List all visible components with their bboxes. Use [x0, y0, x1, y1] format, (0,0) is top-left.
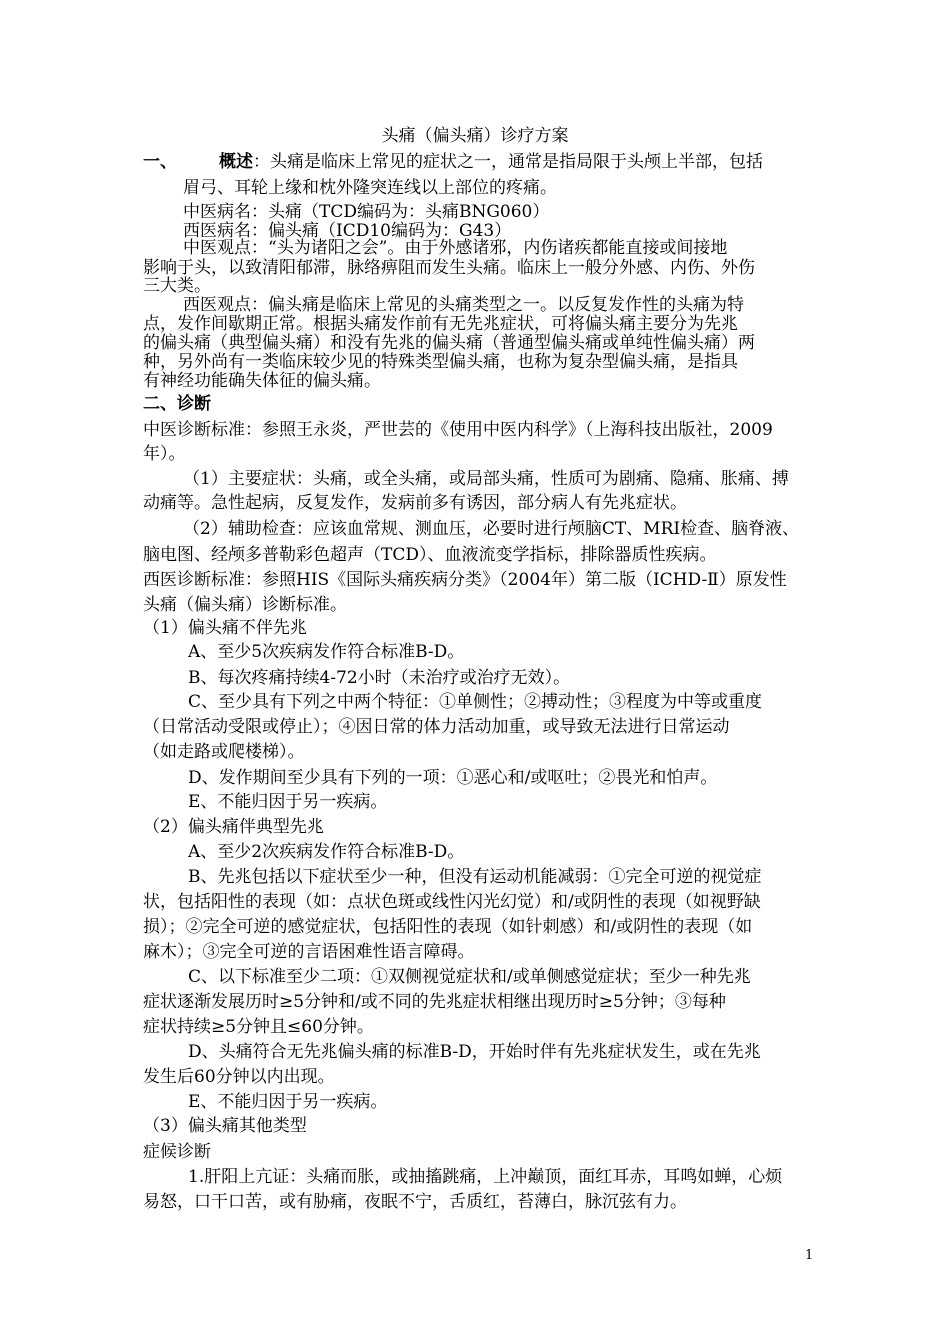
aux-exam-line: 脑电图、经颅多普勒彩色超声（TCD）、血液流变学指标，排除器质性疾病。 [143, 545, 717, 565]
main-symptoms-line: 动痛等。急性起病，反复发作，发病前多有诱因，部分病人有先兆症状。 [143, 493, 687, 513]
wm-view-line: 有神经功能确失体征的偏头痛。 [143, 371, 381, 391]
wm-disease-name: 西医病名：偏头痛（ICD10编码为：G43） [183, 221, 512, 241]
tcm-standard-line: 年）。 [143, 444, 186, 464]
sub1-criterion-d: D、发作期间至少具有下列的一项：①恶心和/或呕吐；②畏光和怕声。 [188, 768, 718, 788]
wm-view-line: 的偏头痛（典型偏头痛）和没有先兆的偏头痛（普通型偏头痛或单纯性偏头痛）两 [143, 333, 755, 353]
page-number: 1 [805, 1248, 814, 1263]
sub2-criterion-d-line: 发生后60分钟以内出现。 [143, 1067, 335, 1087]
sub1-criterion-c-line: （日常活动受限或停止）；④因日常的体力活动加重，或导致无法进行日常运动 [143, 717, 730, 737]
wm-view-line: 种，另外尚有一类临床较少见的特殊类型偏头痛，也称为复杂型偏头痛，是指具 [143, 352, 738, 372]
section1-number: 一、 [143, 152, 177, 172]
section1-text-line1: ：头痛是临床上常见的症状之一，通常是指局限于头颅上半部，包括 [253, 152, 763, 172]
sub1-criterion-b: B、每次疼痛持续4-72小时（未治疗或治疗无效）。 [188, 668, 571, 688]
syndrome-item-line: 易怒，口干口苦，或有胁痛，夜眠不宁，舌质红，苔薄白，脉沉弦有力。 [143, 1192, 687, 1212]
sub2-criterion-c-line: 症状逐渐发展历时≥5分钟和/或不同的先兆症状相继出现历时≥5分钟；③每种 [143, 992, 726, 1012]
section1-text-line2: 眉弓、耳轮上缘和枕外隆突连线以上部位的疼痛。 [183, 178, 557, 198]
tcm-view-line: 影响于头，以致清阳郁滞，脉络痹阻而发生头痛。临床上一般分外感、内伤、外伤 [143, 258, 755, 278]
sub2-criterion-b-line: 状，包括阳性的表现（如：点状色斑或线性闪光幻觉）和/或阴性的表现（如视野缺 [143, 892, 761, 912]
section2-heading: 二、诊断 [143, 394, 211, 414]
sub2-criterion-e: E、不能归因于另一疾病。 [188, 1092, 388, 1112]
sub3-heading: （3）偏头痛其他类型 [143, 1116, 307, 1136]
sub2-criterion-b-line: 损）；②完全可逆的感觉症状，包括阳性的表现（如针刺感）和/或阴性的表现（如 [143, 917, 753, 937]
sub2-criterion-c-line: 症状持续≥5分钟且≤60分钟。 [143, 1017, 374, 1037]
wm-view-line: 点，发作间歇期正常。根据头痛发作前有无先兆症状，可将偏头痛主要分为先兆 [143, 314, 738, 334]
aux-exam-line: （2）辅助检查：应该血常规、测血压，必要时进行颅脑CT、MRI检查、脑脊液、 [183, 519, 800, 539]
main-symptoms-line: （1）主要症状：头痛，或全头痛，或局部头痛，性质可为剧痛、隐痛、胀痛、搏 [183, 469, 789, 489]
sub1-criterion-c-line: （如走路或爬楼梯）。 [143, 742, 305, 762]
section1-heading: 概述 [219, 152, 253, 172]
sub2-criterion-a: A、至少2次疾病发作符合标准B-D。 [188, 842, 465, 862]
syndrome-item-line: 1.肝阳上亢证：头痛而胀，或抽搐跳痛，上冲巅顶，面红耳赤，耳鸣如蝉，心烦 [188, 1167, 783, 1187]
document-title: 头痛（偏头痛）诊疗方案 [381, 126, 569, 146]
sub1-criterion-c-line: C、至少具有下列之中两个特征：①单侧性；②搏动性；③程度为中等或重度 [188, 692, 763, 712]
sub1-criterion-e: E、不能归因于另一疾病。 [188, 792, 388, 812]
sub1-heading: （1）偏头痛不伴先兆 [143, 618, 307, 638]
sub2-criterion-d-line: D、头痛符合无先兆偏头痛的标准B-D，开始时伴有先兆症状发生，或在先兆 [188, 1042, 761, 1062]
sub1-criterion-a: A、至少5次疾病发作符合标准B-D。 [188, 642, 465, 662]
wm-view-line: 西医观点：偏头痛是临床上常见的头痛类型之一。以反复发作性的头痛为特 [183, 295, 744, 315]
tcm-disease-name: 中医病名：头痛（TCD编码为：头痛BNG060） [183, 202, 550, 222]
sub2-criterion-c-line: C、以下标准至少二项：①双侧视觉症状和/或单侧感觉症状；至少一种先兆 [188, 967, 751, 987]
tcm-view-line: 三大类。 [143, 276, 211, 296]
sub2-heading: （2）偏头痛伴典型先兆 [143, 817, 324, 837]
tcm-standard-line: 中医诊断标准：参照王永炎，严世芸的《使用中医内科学》（上海科技出版社，2009 [143, 420, 773, 440]
sub2-criterion-b-line: B、先兆包括以下症状至少一种，但没有运动机能减弱：①完全可逆的视觉症 [188, 867, 762, 887]
syndrome-heading: 症候诊断 [143, 1142, 211, 1162]
wm-standard-line: 头痛（偏头痛）诊断标准。 [143, 595, 347, 615]
sub2-criterion-b-line: 麻木）；③完全可逆的言语困难性语言障碍。 [143, 942, 475, 962]
wm-standard-line: 西医诊断标准：参照HIS《国际头痛疾病分类》（2004年）第二版（ICHD-Ⅱ）原发性 [143, 570, 787, 590]
section1-first-line [143, 149, 813, 175]
tcm-view-line: 中医观点：“头为诸阳之会”。由于外感诸邪，内伤诸疾都能直接或间接地 [183, 238, 728, 258]
